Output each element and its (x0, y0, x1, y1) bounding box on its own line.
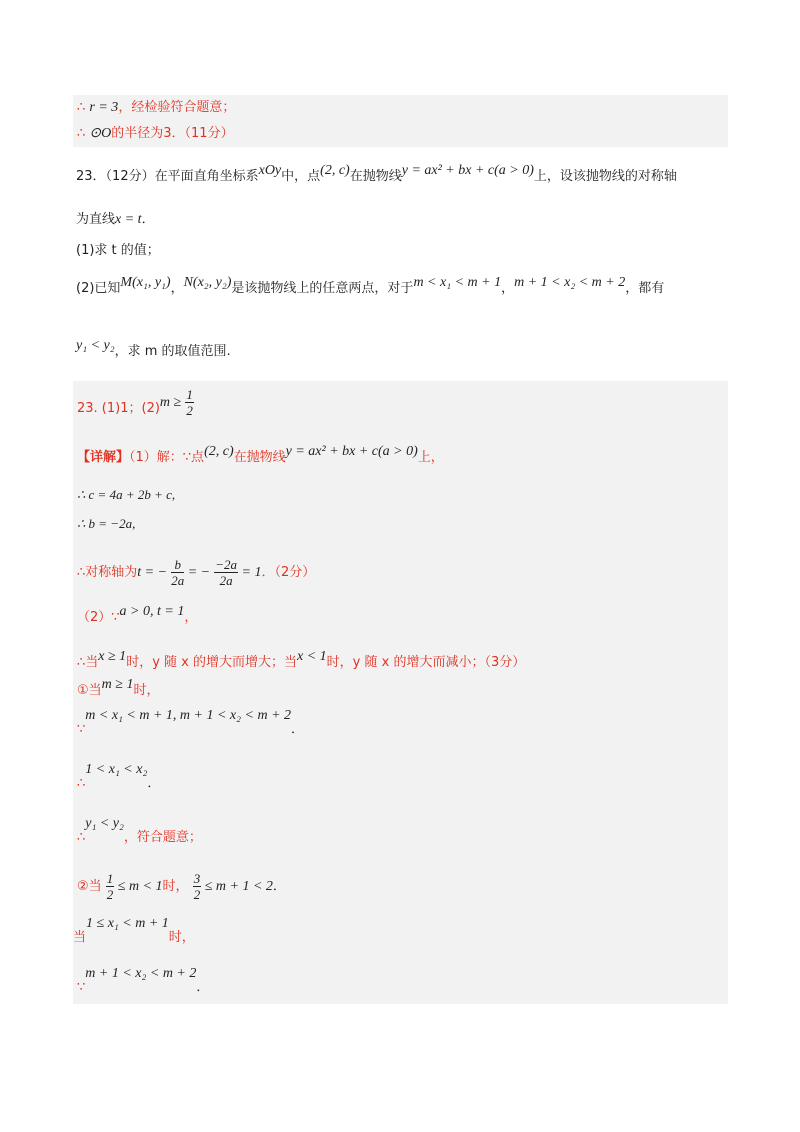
equation-c: ∴ c = 4a + 2b + c, (77, 487, 176, 502)
question-part-2: (2)已知M(x₁, y₁)，N(x₂, y₂)是该抛物线上的任意两点，对于m < x₁ < m + 1，m + 1 < x₂ < m + 2，都有 (76, 275, 665, 296)
question-line-1: 23．（12分）在平面直角坐标系xOy中，点(2, c)在抛物线y = ax² + bx + c(a > 0)上，设该抛物线的对称轴 (76, 163, 677, 184)
case-1-result: ∴y₁ < y₂，符合题意； (77, 816, 202, 845)
previous-solution-box (73, 95, 728, 147)
case-2-heading: ②当 $\frac{1}{2}$ ≤ m < 1时， $\frac{3}{2}$ ≤ m + 1 < 2． (77, 871, 286, 902)
question-part-1: (1)求 t 的值； (76, 243, 160, 258)
question-line-2: 为直线x = t． (76, 212, 155, 227)
answer-summary: 23. (1)1；(2)m ≥ $\frac{1}{2}$ (77, 387, 193, 418)
fraction-three-halves: $\frac{3}{2}$ (193, 871, 201, 902)
fraction-minus2a-over-2a: $\frac{-2a}{2a}$ (215, 557, 238, 588)
therefore-symbol: ∴ (77, 126, 90, 141)
prev-line-2: ∴ ⊙O的半径为3．（11分） (77, 126, 234, 141)
equation-b: ∴ b = −2a, (77, 516, 136, 531)
case-1-order: ∴1 < x₁ < x₂． (77, 762, 161, 791)
case-2-inequality: ∵m + 1 < x₂ < m + 2． (77, 966, 210, 995)
detail-line: 【详解】（1）解：∵点(2, c)在抛物线y = ax² + bx + c(a > 0)上， (77, 444, 444, 465)
prev-line-1: ∴ r = 3，经检验符合题意； (77, 100, 236, 115)
part2-line: （2）∵a > 0, t = 1， (77, 604, 198, 625)
axis-line: ∴对称轴为t = − $\frac{b}{2a}$ = − $\frac{-2a}{2a}$ = 1．（2分） (77, 557, 316, 588)
monotonic-line: ∴当x ≥ 1时，y 随 x 的增大而增大；当x < 1时，y 随 x 的增大而减小；（3分） (77, 649, 526, 670)
fraction-one-half: $\frac{1}{2}$ (186, 387, 193, 418)
case-2-when: 当1 ≤ x₁ < m + 1时， (73, 916, 195, 945)
case-1-heading: ①当m ≥ 1时， (77, 677, 160, 698)
answer-solution-box (73, 381, 728, 1004)
case-1-inequality: ∵m < x₁ < m + 1, m + 1 < x₂ < m + 2． (77, 708, 305, 737)
fraction-b-over-2a: $\frac{b}{2a}$ (171, 557, 185, 588)
fraction-one-half: $\frac{1}{2}$ (106, 871, 114, 902)
therefore-symbol: ∴ (77, 100, 90, 115)
question-part-2-cont: y₁ < y₂，求 m 的取值范围. (76, 338, 231, 359)
